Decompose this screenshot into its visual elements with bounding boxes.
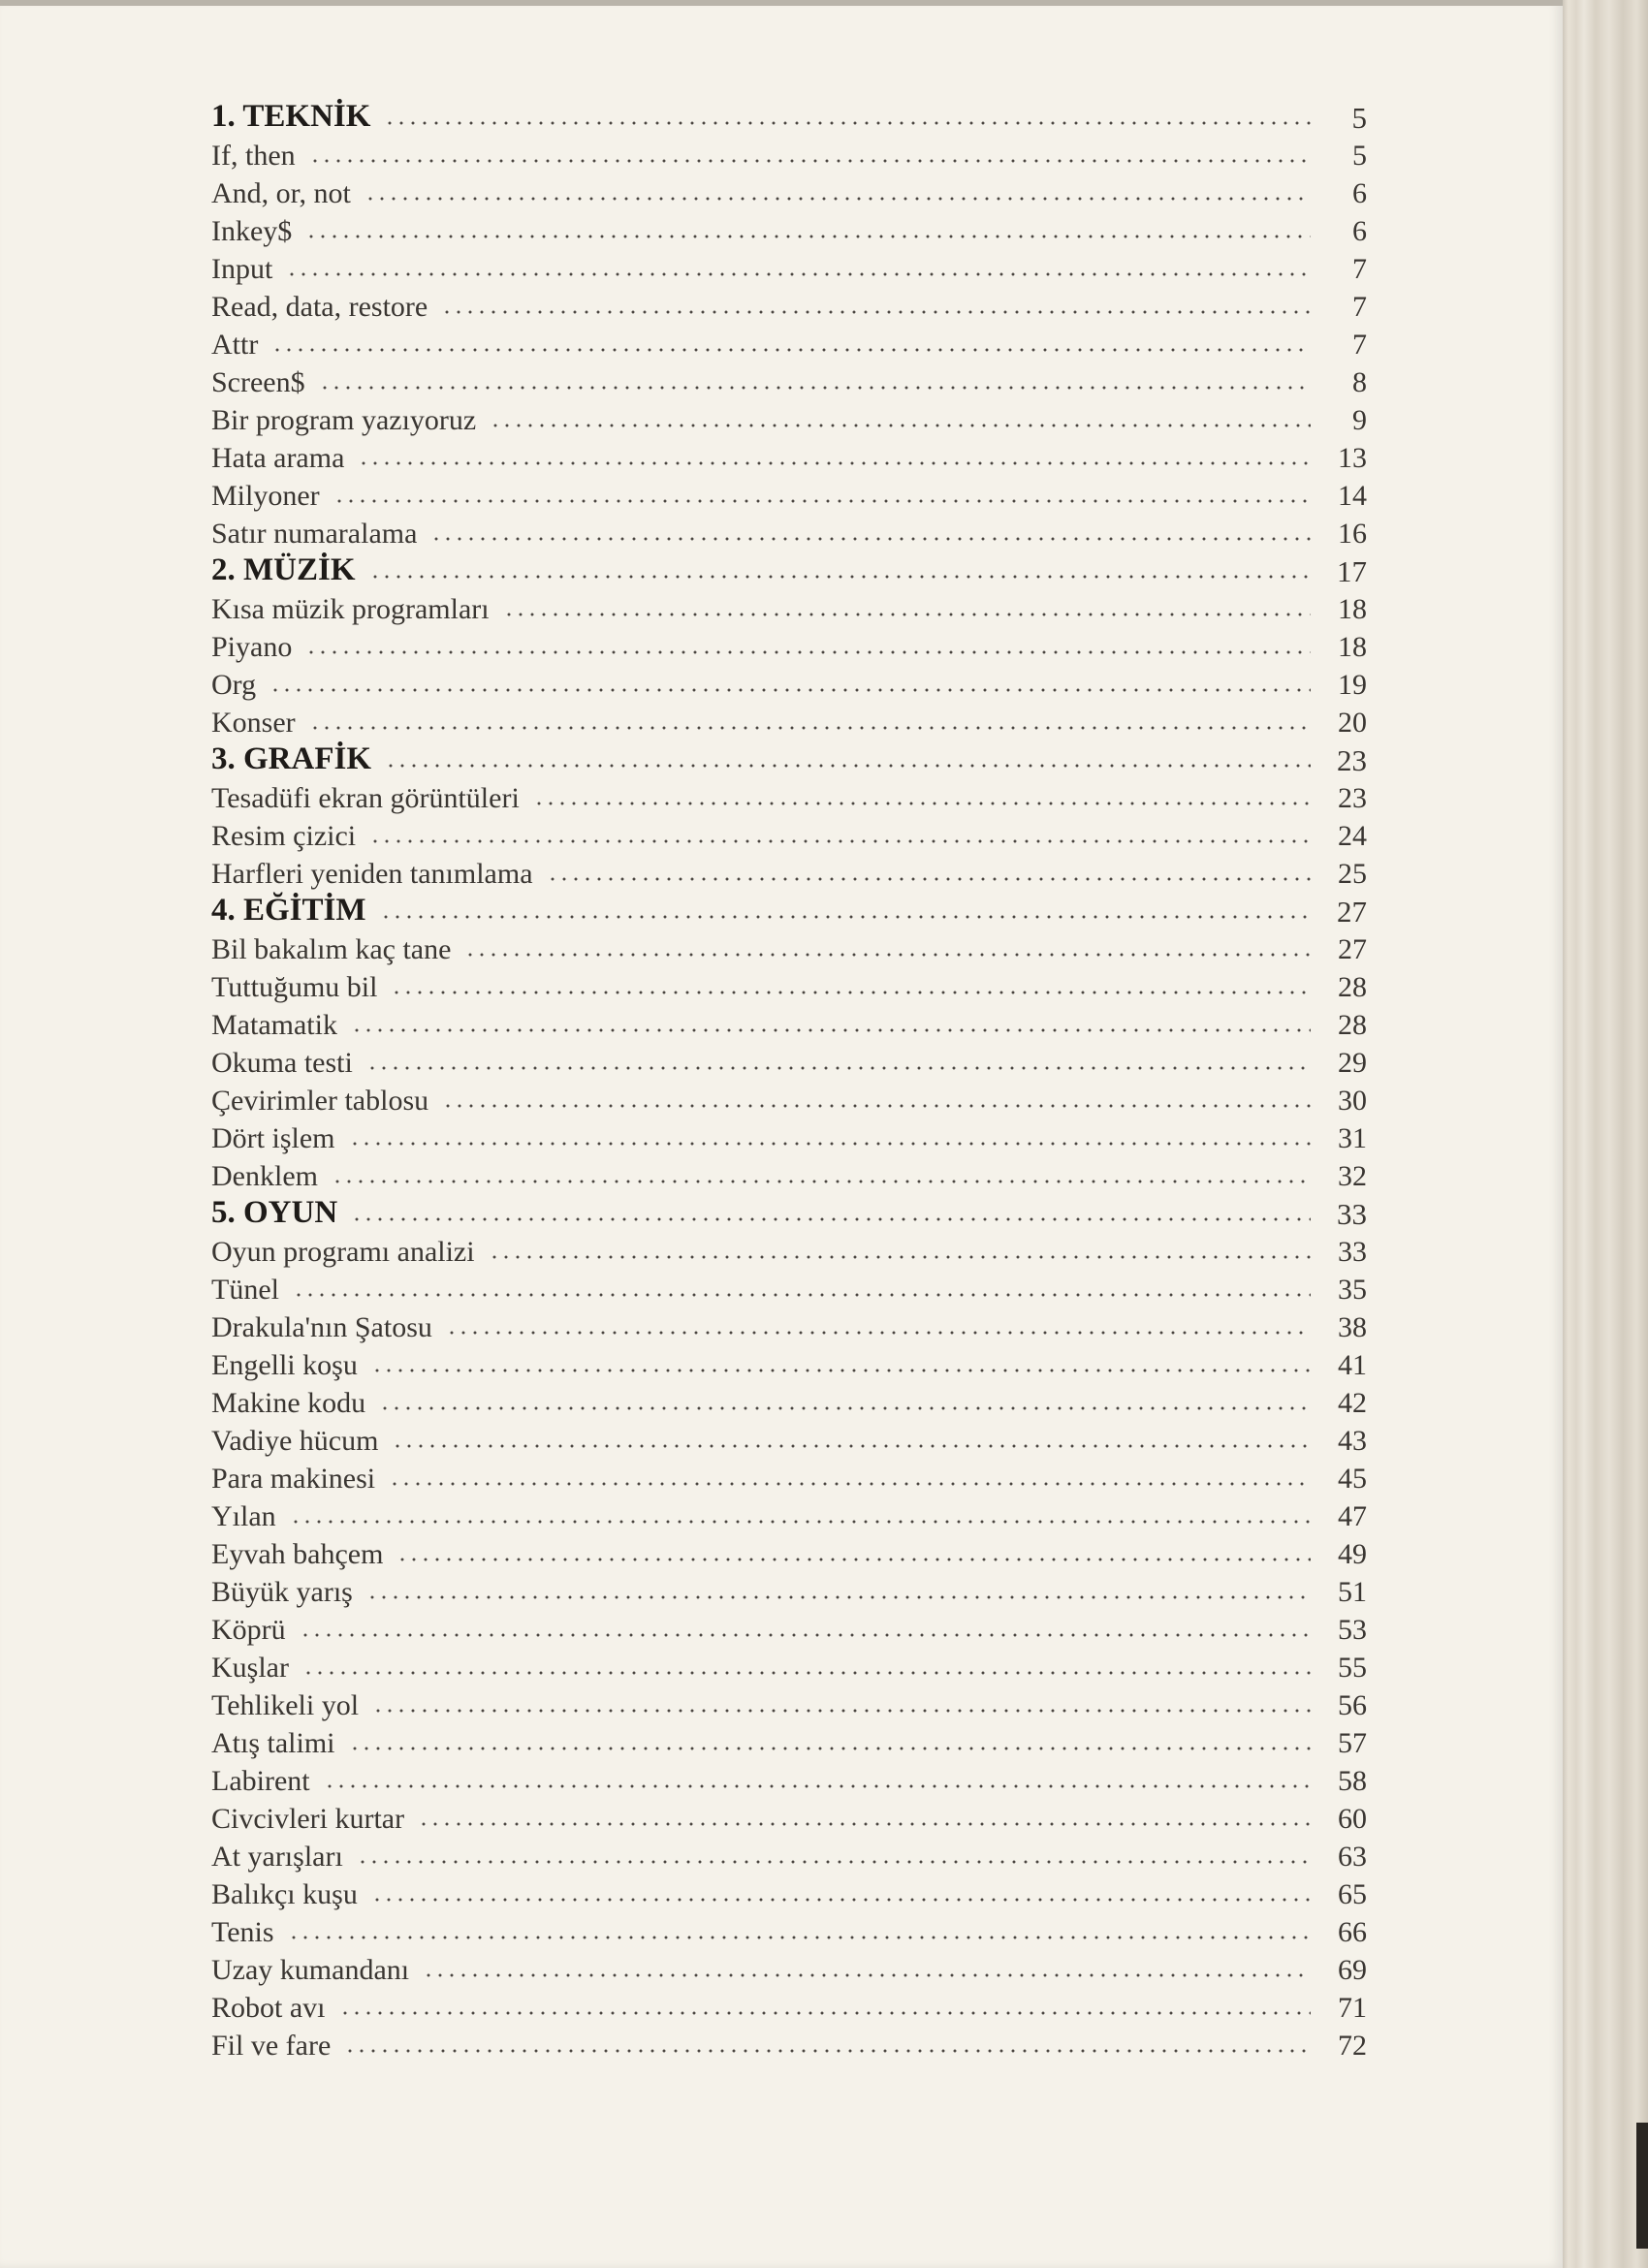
dot-leader xyxy=(344,2049,1311,2053)
toc-page-number: 41 xyxy=(1338,1349,1367,1381)
toc-entry-title: Fil ve fare xyxy=(211,2030,332,2062)
dot-leader xyxy=(269,688,1311,692)
toc-entry-title: Atış talimi xyxy=(211,1727,335,1759)
dot-leader xyxy=(319,386,1311,390)
toc-entry xyxy=(211,360,1367,397)
toc-entry-title: 2. MÜZİK xyxy=(211,552,356,587)
toc-entry-title: Tünel xyxy=(211,1274,279,1306)
dot-leader xyxy=(430,537,1311,541)
toc-entry xyxy=(211,1305,1367,1342)
dot-leader xyxy=(371,1369,1311,1372)
toc-entry-title: Çevirimler tablosu xyxy=(211,1085,429,1117)
toc-entry xyxy=(211,1418,1367,1456)
toc-page-number: 49 xyxy=(1338,1538,1367,1570)
toc-entry xyxy=(211,1834,1367,1872)
toc-entry-title: Makine kodu xyxy=(211,1387,366,1419)
toc-page-number: 5 xyxy=(1351,101,1367,135)
dot-leader xyxy=(349,1142,1312,1146)
toc-entry-title: Tehlikeli yol xyxy=(211,1689,360,1721)
toc-entry-title: Drakula'nın Şatosu xyxy=(211,1311,432,1343)
toc-entry xyxy=(211,322,1367,360)
toc-entry-title: Kuşlar xyxy=(211,1652,289,1684)
toc-entry-title: Büyük yarış xyxy=(211,1576,353,1608)
toc-section-heading xyxy=(211,1191,1367,1229)
toc-section-heading xyxy=(211,549,1367,586)
edge-mark xyxy=(1636,2123,1648,2249)
toc-entry-title: 3. GRAFİK xyxy=(211,741,371,776)
toc-page-number: 28 xyxy=(1338,971,1367,1003)
toc-entry xyxy=(211,511,1367,549)
dot-leader xyxy=(332,1180,1311,1183)
toc-page-number: 71 xyxy=(1338,1992,1367,2024)
dot-leader xyxy=(418,1822,1311,1826)
dot-leader xyxy=(533,802,1311,805)
dot-leader xyxy=(349,1747,1312,1750)
dot-leader xyxy=(369,575,1312,579)
dot-leader xyxy=(286,272,1311,276)
dot-leader xyxy=(446,1331,1311,1335)
dot-leader xyxy=(371,1898,1311,1902)
toc-entry-title: Resim çizici xyxy=(211,820,357,852)
toc-page-number: 45 xyxy=(1338,1463,1367,1495)
toc-entry-title: Civcivleri kurtar xyxy=(211,1803,405,1835)
dot-leader xyxy=(464,953,1311,957)
toc-entry-title: Bir program yazıyoruz xyxy=(211,404,477,436)
toc-page-number: 24 xyxy=(1338,820,1367,852)
dot-leader xyxy=(305,650,1311,654)
toc-entry-title: Oyun programı analizi xyxy=(211,1236,475,1268)
dot-leader xyxy=(366,1595,1311,1599)
toc-entry-title: Okuma testi xyxy=(211,1047,353,1079)
toc-entry xyxy=(211,624,1367,662)
toc-entry xyxy=(211,473,1367,511)
toc-entry-title: Input xyxy=(211,253,273,285)
dot-leader xyxy=(392,1444,1311,1448)
toc-page-number: 30 xyxy=(1338,1085,1367,1117)
toc-entry-title: Hata arama xyxy=(211,442,345,474)
toc-page-number: 42 xyxy=(1338,1387,1367,1419)
toc-page-number: 33 xyxy=(1338,1236,1367,1268)
toc-page-number: 47 xyxy=(1338,1500,1367,1532)
toc-page-number: 7 xyxy=(1352,291,1367,323)
toc-entry-title: Satır numaralama xyxy=(211,518,418,550)
toc-entry xyxy=(211,1872,1367,1909)
dot-leader xyxy=(357,1860,1311,1864)
toc-page-number: 23 xyxy=(1338,782,1367,814)
dot-leader xyxy=(309,159,1311,163)
dot-leader xyxy=(366,1066,1311,1070)
toc-page-number: 27 xyxy=(1338,933,1367,965)
toc-page-number: 63 xyxy=(1338,1841,1367,1873)
toc-entry xyxy=(211,1494,1367,1531)
toc-entry-title: Konser xyxy=(211,707,296,739)
toc-entry xyxy=(211,775,1367,813)
toc-entry xyxy=(211,1116,1367,1153)
toc-entry-title: 5. OYUN xyxy=(211,1195,338,1230)
toc-entry-title: Tenis xyxy=(211,1916,274,1948)
toc-page-number: 8 xyxy=(1352,366,1367,398)
toc-entry xyxy=(211,586,1367,624)
toc-entry xyxy=(211,1267,1367,1305)
toc-page-number: 13 xyxy=(1338,442,1367,474)
toc-entry-title: Kısa müzik programları xyxy=(211,593,490,625)
toc-entry-title: Engelli koşu xyxy=(211,1349,358,1381)
toc-entry xyxy=(211,1645,1367,1683)
toc-section-heading xyxy=(211,889,1367,927)
book-page-edges xyxy=(1563,0,1648,2268)
toc-page-number: 9 xyxy=(1352,404,1367,436)
toc-page-number: 33 xyxy=(1337,1197,1367,1231)
dot-leader xyxy=(364,197,1311,201)
toc-entry xyxy=(211,662,1367,700)
toc-entry-title: Denklem xyxy=(211,1160,318,1192)
dot-leader xyxy=(441,310,1311,314)
toc-entry xyxy=(211,1380,1367,1418)
toc-entry-title: Bil bakalım kaç tane xyxy=(211,933,452,965)
toc-entry xyxy=(211,133,1367,171)
toc-entry-title: Tuttuğumu bil xyxy=(211,971,378,1003)
toc-entry xyxy=(211,1720,1367,1758)
toc-entry-title: Para makinesi xyxy=(211,1463,376,1495)
toc-entry xyxy=(211,1758,1367,1796)
dot-leader xyxy=(293,1293,1311,1297)
page-top-edge xyxy=(0,0,1563,6)
toc-entry-title: And, or, not xyxy=(211,177,351,209)
toc-page-number: 20 xyxy=(1338,707,1367,739)
toc-entry xyxy=(211,1456,1367,1494)
dot-leader xyxy=(351,1028,1311,1032)
toc-entry-title: 1. TEKNİK xyxy=(211,99,371,134)
toc-entry-title: Balıkçı kuşu xyxy=(211,1878,358,1910)
dot-leader xyxy=(288,1936,1311,1939)
toc-page-number: 38 xyxy=(1338,1311,1367,1343)
toc-page-number: 27 xyxy=(1337,895,1367,929)
dot-leader xyxy=(358,461,1311,465)
toc-page-number: 58 xyxy=(1338,1765,1367,1797)
toc-entry-title: If, then xyxy=(211,140,296,172)
toc-entry xyxy=(211,1229,1367,1267)
toc-section-heading xyxy=(211,95,1367,133)
dot-leader xyxy=(305,235,1311,238)
toc-entry-title: At yarışları xyxy=(211,1841,343,1873)
toc-entry-title: Robot avı xyxy=(211,1992,326,2024)
toc-entry xyxy=(211,813,1367,851)
toc-entry-title: Uzay kumandanı xyxy=(211,1954,410,1986)
dot-leader xyxy=(423,1973,1311,1977)
toc-page-number: 32 xyxy=(1338,1160,1367,1192)
toc-entry-title: Köprü xyxy=(211,1614,286,1646)
toc-entry xyxy=(211,1078,1367,1116)
toc-page-number: 5 xyxy=(1352,140,1367,172)
dot-leader xyxy=(379,1406,1311,1410)
toc-entry-title: Attr xyxy=(211,329,259,361)
toc-entry-title: Tesadüfi ekran görüntüleri xyxy=(211,782,520,814)
toc-entry xyxy=(211,1607,1367,1645)
toc-entry xyxy=(211,1002,1367,1040)
toc-page-number: 6 xyxy=(1352,177,1367,209)
dot-leader xyxy=(384,121,1311,125)
toc-page-number: 69 xyxy=(1338,1954,1367,1986)
toc-page-number: 31 xyxy=(1338,1122,1367,1154)
toc-page-number: 65 xyxy=(1338,1878,1367,1910)
toc-entry xyxy=(211,1985,1367,2023)
dot-leader xyxy=(490,424,1311,427)
toc-page-number: 6 xyxy=(1352,215,1367,247)
dot-leader xyxy=(380,915,1311,919)
toc-entry-title: Yılan xyxy=(211,1500,276,1532)
toc-entry-title: Screen$ xyxy=(211,366,305,398)
dot-leader xyxy=(385,764,1311,768)
toc-entry xyxy=(211,246,1367,284)
toc-page-number: 23 xyxy=(1337,743,1367,777)
toc-page-number: 51 xyxy=(1338,1576,1367,1608)
toc-page-number: 28 xyxy=(1338,1009,1367,1041)
dot-leader xyxy=(369,839,1311,843)
toc-page-number: 55 xyxy=(1338,1652,1367,1684)
dot-leader xyxy=(300,1633,1311,1637)
toc-page-number: 17 xyxy=(1337,554,1367,588)
toc-page-number: 53 xyxy=(1338,1614,1367,1646)
toc-entry-title: 4. EĞİTİM xyxy=(211,893,366,928)
toc-page-number: 56 xyxy=(1338,1689,1367,1721)
toc-entry xyxy=(211,964,1367,1002)
toc-entry xyxy=(211,851,1367,889)
toc-page-number: 18 xyxy=(1338,593,1367,625)
toc-page-number: 66 xyxy=(1338,1916,1367,1948)
toc-entry-title: Eyvah bahçem xyxy=(211,1538,384,1570)
dot-leader xyxy=(389,1482,1311,1486)
toc-entry xyxy=(211,435,1367,473)
dot-leader xyxy=(547,877,1311,881)
toc-page-number: 35 xyxy=(1338,1274,1367,1306)
dot-leader xyxy=(271,348,1311,352)
dot-leader xyxy=(324,1784,1311,1788)
toc-entry-title: Read, data, restore xyxy=(211,291,428,323)
toc-entry xyxy=(211,1531,1367,1569)
toc-entry xyxy=(211,927,1367,964)
toc-entry-title: Harfleri yeniden tanımlama xyxy=(211,858,533,890)
toc-entry xyxy=(211,1342,1367,1380)
dot-leader xyxy=(503,613,1311,616)
toc-entry-title: Matamatik xyxy=(211,1009,337,1041)
toc-entry-title: Dört işlem xyxy=(211,1122,335,1154)
toc-entry xyxy=(211,397,1367,435)
toc-page-number: 18 xyxy=(1338,631,1367,663)
toc-entry-title: Piyano xyxy=(211,631,293,663)
toc-page-number: 57 xyxy=(1338,1727,1367,1759)
toc-entry xyxy=(211,1683,1367,1720)
dot-leader xyxy=(290,1520,1311,1524)
dot-leader xyxy=(391,991,1311,994)
toc-entry xyxy=(211,700,1367,738)
toc-entry xyxy=(211,2023,1367,2061)
toc-entry xyxy=(211,1040,1367,1078)
toc-entry xyxy=(211,1569,1367,1607)
toc-page-number: 43 xyxy=(1338,1425,1367,1457)
toc-entry-title: Milyoner xyxy=(211,480,320,512)
toc-entry-title: Inkey$ xyxy=(211,215,293,247)
dot-leader xyxy=(396,1558,1311,1561)
toc-page-number: 19 xyxy=(1338,669,1367,701)
toc-page-number: 7 xyxy=(1352,329,1367,361)
dot-leader xyxy=(489,1255,1311,1259)
dot-leader xyxy=(302,1671,1311,1675)
toc-entry xyxy=(211,1796,1367,1834)
toc-entry xyxy=(211,171,1367,208)
dot-leader xyxy=(372,1709,1311,1713)
toc-page-number: 60 xyxy=(1338,1803,1367,1835)
dot-leader xyxy=(333,499,1311,503)
toc-entry xyxy=(211,208,1367,246)
toc-entry-title: Vadiye hücum xyxy=(211,1425,379,1457)
toc-page-number: 14 xyxy=(1338,480,1367,512)
dot-leader xyxy=(351,1217,1311,1221)
table-of-contents xyxy=(211,95,1367,2061)
toc-entry xyxy=(211,1153,1367,1191)
dot-leader xyxy=(442,1104,1311,1108)
toc-page-number: 25 xyxy=(1338,858,1367,890)
dot-leader xyxy=(309,726,1311,730)
toc-entry xyxy=(211,1947,1367,1985)
toc-section-heading xyxy=(211,738,1367,775)
dot-leader xyxy=(339,2011,1312,2015)
toc-entry xyxy=(211,284,1367,322)
toc-entry xyxy=(211,1909,1367,1947)
toc-page-number: 16 xyxy=(1338,518,1367,550)
toc-page-number: 7 xyxy=(1352,253,1367,285)
toc-page-number: 29 xyxy=(1338,1047,1367,1079)
toc-entry-title: Org xyxy=(211,669,257,701)
toc-entry-title: Labirent xyxy=(211,1765,310,1797)
toc-page-number: 72 xyxy=(1338,2030,1367,2062)
